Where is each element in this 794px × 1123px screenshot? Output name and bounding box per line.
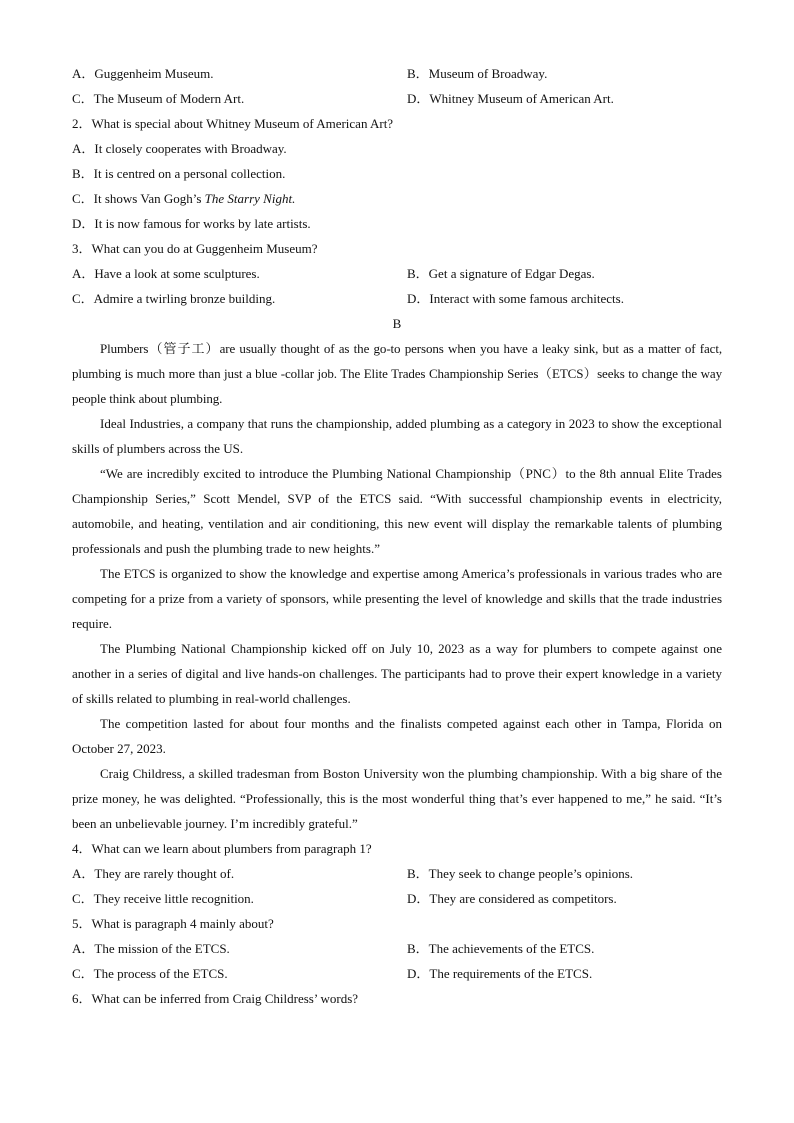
passage-paragraph-5: The Plumbing National Championship kicked off on July 10, 2023 as a way for plumbers to compete against one another in a series of digital and live hands-on challenges. The participants had to prove their expert knowledge in a variety of skills related to plumbing in real-world challenges. <box>72 641 722 706</box>
q5-option-d[interactable]: D．The requirements of the ETCS. <box>407 966 593 981</box>
q5-stem: 5．What is paragraph 4 mainly about? <box>72 916 274 931</box>
q6-stem: 6．What can be inferred from Craig Childress’ words? <box>72 991 359 1006</box>
q5-options-row-1 <box>72 936 722 961</box>
passage-paragraph-2: Ideal Industries, a company that runs the championship, added plumbing as a category in 2023 to show the exceptional skills of plumbers across the US. <box>72 416 722 456</box>
q5-option-b[interactable]: B．The achievements of the ETCS. <box>407 941 595 956</box>
q3-option-c[interactable]: C．Admire a twirling bronze building. <box>72 291 276 306</box>
q4-option-a[interactable]: A．They are rarely thought of. <box>72 866 235 881</box>
q3-stem: 3．What can you do at Guggenheim Museum? <box>72 241 318 256</box>
q3-options-row-1 <box>72 261 722 286</box>
passage-paragraph-6: The competition lasted for about four months and the finalists competed against each other in Tampa, Florida on October 27, 2023. <box>72 716 722 756</box>
q3-option-b[interactable]: B．Get a signature of Edgar Degas. <box>407 266 595 281</box>
passage-paragraph-3: “We are incredibly excited to introduce the Plumbing National Championship（PNC）to the 8th annual Elite Trades Championship Series,” Scott Mendel, SVP of the ETCS said. “With successful championship events in electricity, automobile, and heating, ventilation and air conditioning, this new event will display the remarkable talents of plumbing professionals and push the plumbing trade to new heights.” <box>72 466 722 556</box>
q2-option-c[interactable] <box>72 186 722 211</box>
q3-option-d[interactable]: D．Interact with some famous architects. <box>407 291 624 306</box>
q5-option-a[interactable]: A．The mission of the ETCS. <box>72 941 230 956</box>
q1-option-c[interactable]: C．The Museum of Modern Art. <box>72 91 245 106</box>
q1-options-row-1 <box>72 61 722 86</box>
q4-option-b[interactable]: B．They seek to change people’s opinions. <box>407 866 634 881</box>
q1-option-a[interactable]: A．Guggenheim Museum. <box>72 66 214 81</box>
q4-stem: 4．What can we learn about plumbers from paragraph 1? <box>72 841 372 856</box>
q2-option-a[interactable]: A．It closely cooperates with Broadway. <box>72 141 287 156</box>
q4-options-row-1 <box>72 861 722 886</box>
q3-option-a[interactable]: A．Have a look at some sculptures. <box>72 266 260 281</box>
q1-options-row-2 <box>72 86 722 111</box>
passage-paragraph-1: Plumbers（管子工）are usually thought of as the go-to persons when you have a leaky sink, but as a matter of fact, plumbing is much more than just a blue -collar job. The Elite Trades Championship Series（ETCS）seeks to change the way people think about plumbing. <box>72 341 722 406</box>
q2-option-d[interactable]: D．It is now famous for works by late artists. <box>72 216 311 231</box>
q5-options-row-2 <box>72 961 722 986</box>
q5-option-c[interactable]: C．The process of the ETCS. <box>72 966 228 981</box>
q1-option-b[interactable]: B．Museum of Broadway. <box>407 66 548 81</box>
q2-option-c-title: The Starry Night. <box>204 191 296 206</box>
q4-options-row-2 <box>72 886 722 911</box>
q2-stem: 2．What is special about Whitney Museum of American Art? <box>72 116 394 131</box>
q4-option-d[interactable]: D．They are considered as competitors. <box>407 891 617 906</box>
passage-paragraph-7: Craig Childress, a skilled tradesman from Boston University won the plumbing championship. With a big share of the prize money, he was delighted. “Professionally, this is the most wonderful thing that’s ever happened to me,” he said. “It’s been an unbelievable journey. I’m incredibly grateful.” <box>72 766 722 831</box>
q2-option-b[interactable]: B．It is centred on a personal collection. <box>72 166 286 181</box>
q3-options-row-2 <box>72 286 722 311</box>
document-page <box>72 61 722 1011</box>
q1-option-d[interactable]: D．Whitney Museum of American Art. <box>407 91 614 106</box>
q2-option-c-text: C．It shows Van Gogh’s <box>72 191 205 206</box>
q4-option-c[interactable]: C．They receive little recognition. <box>72 891 254 906</box>
section-title: B <box>392 316 402 331</box>
passage-paragraph-4: The ETCS is organized to show the knowledge and expertise among America’s professionals in various trades who are competing for a prize from a variety of sponsors, while presenting the level of knowledge and skills that the trade industries require. <box>72 566 722 631</box>
